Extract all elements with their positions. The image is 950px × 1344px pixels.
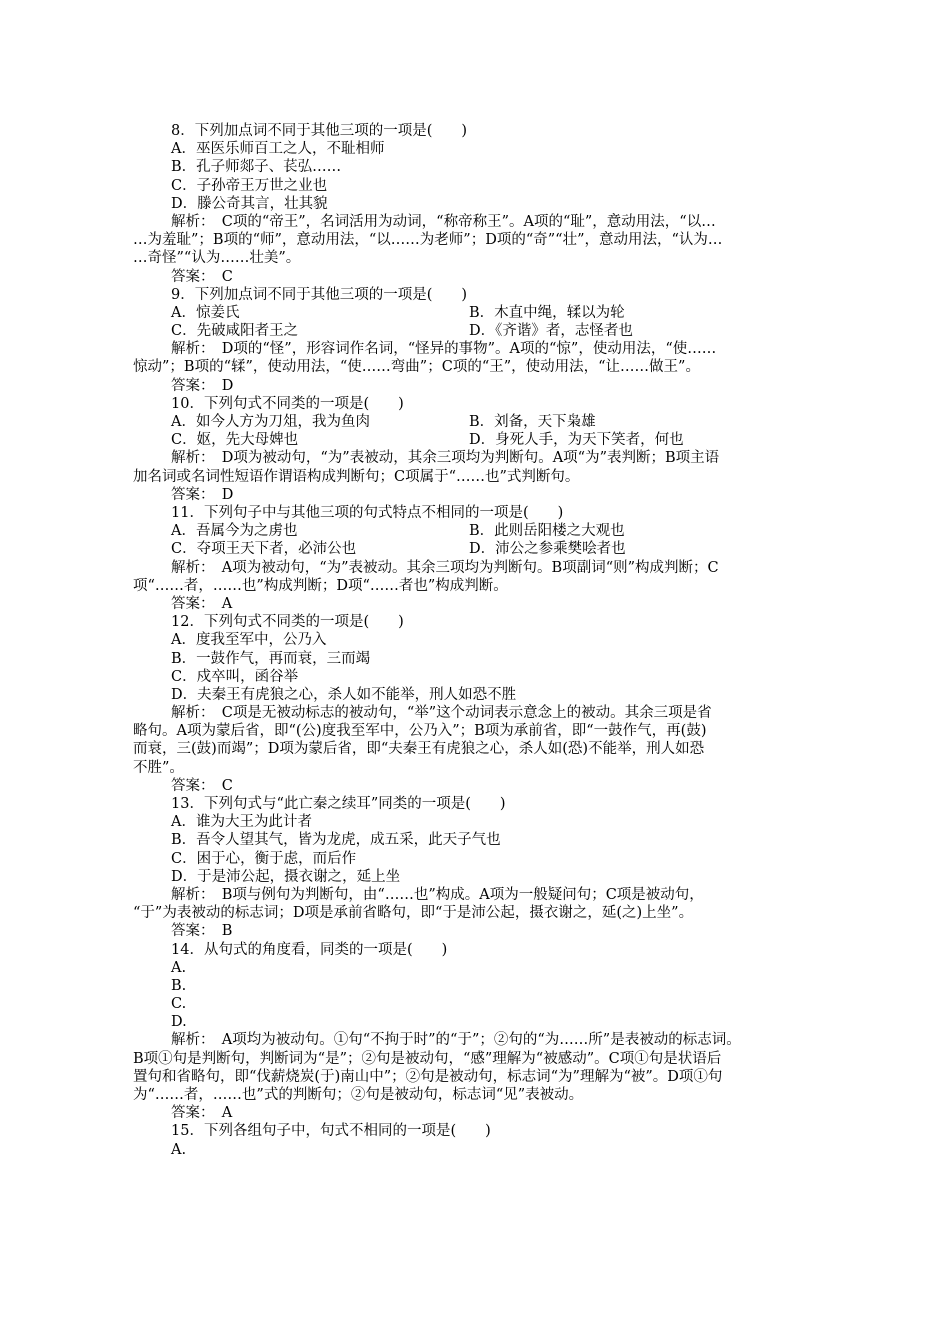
answer-line: 答案： D — [171, 486, 234, 503]
option-text: B．吾令人望其气，皆为龙虎，成五采，此天子气也 — [171, 832, 501, 849]
answer-line: 解析： A项为被动句，“为”表被动。其余三项均为判断句。B项副词“则”构成判断；C — [171, 559, 719, 576]
answer-line: 解析： A项均为被动句。①句“不拘于时”的“于”；②句的“为……所”是表被动的标志词。 — [171, 1032, 741, 1049]
option-text: A．巫医乐师百工之人，不耻相师 — [171, 141, 385, 158]
question-stem: 15．下列各组句子中，句式不相同的一项是( ) — [171, 1123, 491, 1140]
answer-line: 答案： D — [171, 377, 234, 394]
continuation-line: “于”为表被动的标志词；D项是承前省略句，即“于是沛公起，摄衣谢之，延(之)上坐”。 — [133, 905, 694, 922]
question-stem: 13．下列句式与“此亡秦之续耳”同类的一项是( ) — [171, 796, 506, 813]
option-text: A．如今人方为刀俎，我为鱼肉 — [171, 414, 370, 431]
question-stem: 11．下列句子中与其他三项的句式特点不相同的一项是( ) — [171, 505, 564, 521]
answer-line: 解析： C项是无被动标志的被动句，“举”这个动词表示意念上的被动。其余三项是省 — [171, 705, 712, 722]
option-text: A．度我至军中，公乃入 — [171, 632, 327, 649]
continuation-line: 而衰，三(鼓)而竭”；D项为蒙后省，即“夫秦王有虎狼之心，杀人如(恐)不能举，刑人如恐 — [133, 741, 705, 758]
option-text: B. — [171, 977, 187, 994]
continuation-line: 加名词或名词性短语作谓语构成判断句；C项属于“……也”式判断句。 — [133, 468, 580, 485]
option-text: B．刘备，天下枭雄 — [469, 414, 596, 431]
continuation-line: 置句和省略句，即“伐薪烧炭(于)南山中”；②句是被动句，标志词“为”理解为“被”。D项①句 — [133, 1068, 723, 1085]
option-text: A. — [171, 959, 187, 976]
continuation-line: 不胜”。 — [133, 759, 184, 776]
option-text: B．一鼓作气，再而衰，三而竭 — [171, 650, 371, 667]
option-row — [133, 304, 823, 322]
option-text: D．于是沛公起，摄衣谢之，延上坐 — [171, 868, 401, 885]
option-text: C. — [171, 996, 187, 1013]
option-text: A. — [171, 1141, 187, 1158]
option-row — [133, 431, 823, 449]
option-row — [133, 322, 823, 340]
option-text: C．先破咸阳者王之 — [171, 323, 299, 340]
continuation-line: B项①句是判断句，判断词为“是”；②句是被动句，“感”理解为“被感动”。C项①句是状语后 — [133, 1050, 722, 1067]
answer-line: 解析： D项为被动句，“为”表被动，其余三项均为判断句。A项“为”表判断；B项主语 — [171, 450, 720, 467]
continuation-line: 为“……者，……也”式的判断句；②句是被动句，标志词“见”表被动。 — [133, 1087, 584, 1104]
question-stem: 12．下列句式不同类的一项是( ) — [171, 614, 404, 631]
answer-line: 解析： D项的“怪”，形容词作名词，“怪异的事物”。A项的“惊”，使动用法，“使…… — [171, 341, 717, 358]
continuation-line: …为羞耻”；B项的“师”，意动用法，“以……为老师”；D项的“奇”“壮”，意动用法，“认为… — [133, 232, 723, 249]
continuation-line: …奇怪”“认为……壮美”。 — [133, 250, 301, 267]
document-body — [133, 122, 823, 1159]
answer-line: 解析： C项的“帝王”，名词活用为动词，“称帝称王”。A项的“耻”，意动用法，“以… — [171, 213, 716, 230]
option-text: C．困于心，衡于虑，而后作 — [171, 850, 357, 867]
answer-line: 答案： C — [171, 777, 233, 794]
option-text: A．吾属今为之虏也 — [171, 523, 298, 540]
option-row — [133, 413, 823, 431]
option-text: C．戍卒叫，函谷举 — [171, 668, 299, 685]
option-text: D．身死人手，为天下笑者，何也 — [469, 432, 684, 449]
option-text: D．《齐谐》者，志怪者也 — [469, 323, 633, 340]
answer-line: 答案： C — [171, 268, 233, 285]
option-text: B．孔子师郯子、苌弘…… — [171, 159, 342, 176]
answer-line: 答案： B — [171, 923, 233, 940]
option-text: A．惊姜氏 — [171, 304, 240, 321]
question-stem: 9．下列加点词不同于其他三项的一项是( ) — [171, 286, 468, 303]
answer-line: 解析： B项与例句为判断句，由“……也”构成。A项为一般疑问句；C项是被动句， — [171, 886, 704, 903]
continuation-line: 惊动”；B项的“𫐓”，使动用法，“使……弯曲”；C项的“王”，使动用法，“让……做王”。 — [133, 359, 700, 376]
option-text: C．子孙帝王万世之业也 — [171, 177, 328, 194]
question-stem: 14．从句式的角度看，同类的一项是( ) — [171, 941, 448, 958]
option-text: D．夫秦王有虎狼之心，杀人如不能举，刑人如恐不胜 — [171, 686, 517, 703]
continuation-line: 略句。A项为蒙后省，即“(公)度我至军中，公乃入”；B项为承前省，即“一鼓作气，再(鼓) — [133, 723, 707, 740]
option-text: B．木直中绳，𫐓以为轮 — [469, 304, 625, 321]
question-stem: 8．下列加点词不同于其他三项的一项是( ) — [171, 123, 468, 139]
question-stem: 10．下列句式不同类的一项是( ) — [171, 395, 404, 412]
option-text: D．滕公奇其言，壮其貌 — [171, 195, 328, 212]
option-text: D. — [171, 1014, 187, 1031]
option-text: A．谁为大王为此计者 — [171, 814, 312, 831]
option-text: B．此则岳阳楼之大观也 — [469, 523, 625, 540]
answer-line: 答案： A — [171, 1105, 233, 1122]
continuation-line: 项“……者，……也”构成判断；D项“……者也”构成判断。 — [133, 577, 508, 594]
option-text: C．夺项王天下者，必沛公也 — [171, 541, 357, 558]
option-text: D．沛公之参乘樊哙者也 — [469, 541, 626, 558]
answer-line: 答案： A — [171, 595, 233, 612]
option-text: C．妪，先大母婢也 — [171, 432, 299, 449]
option-row — [133, 540, 823, 558]
option-row — [133, 522, 823, 540]
